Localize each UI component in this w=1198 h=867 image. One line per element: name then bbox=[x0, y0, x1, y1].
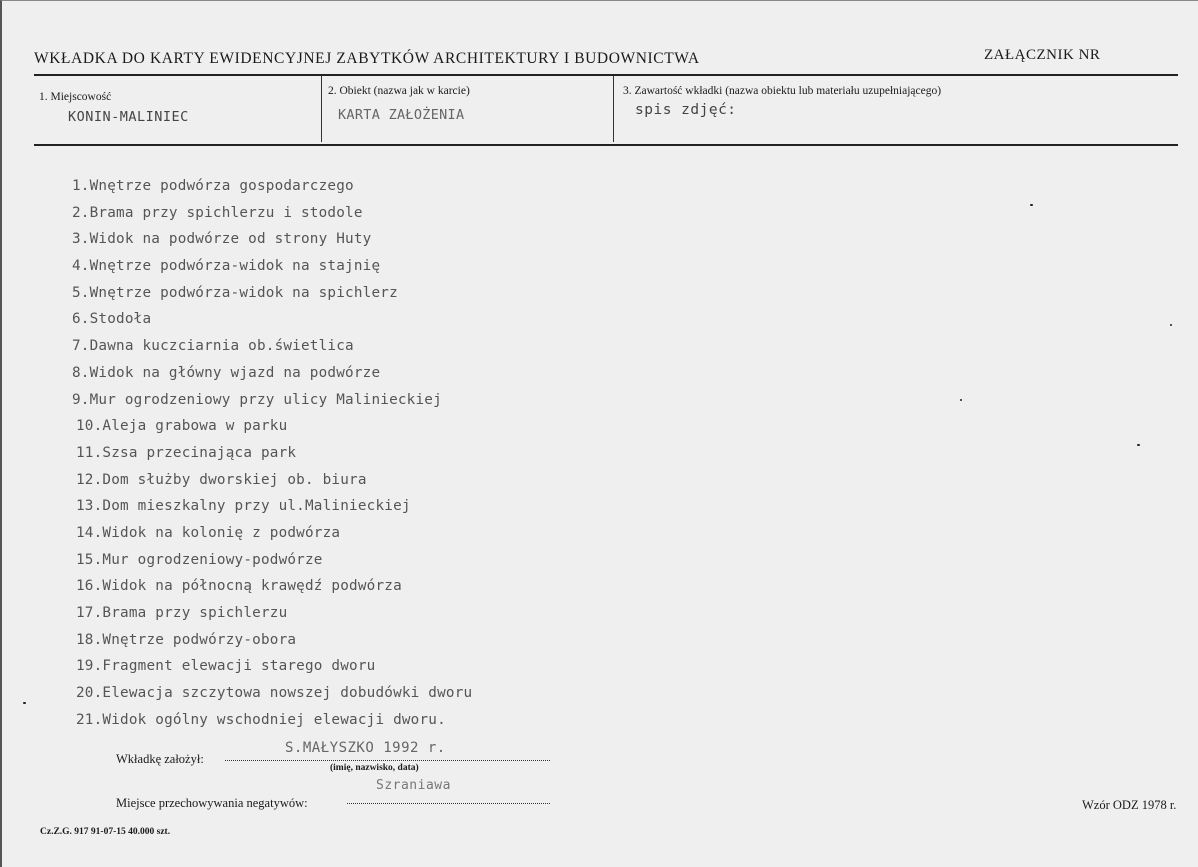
photo-list-item: 7.Dawna kuczciarnia ob.świetlica bbox=[72, 338, 354, 355]
photo-list-item: 9.Mur ogrodzeniowy przy ulicy Malinieckiej bbox=[72, 391, 442, 408]
photo-list-item: 6.Stodoła bbox=[72, 311, 152, 328]
negatives-storage-value: Szraniawa bbox=[376, 778, 451, 793]
prepared-by-caption: (imię, nazwisko, data) bbox=[330, 763, 419, 773]
paper-speck bbox=[23, 702, 26, 704]
photo-list-item: 13.Dom mieszkalny przy ul.Malinieckiej bbox=[76, 498, 411, 515]
photo-list-item: 11.Szsa przecinająca park bbox=[76, 444, 297, 461]
paper-speck bbox=[1170, 324, 1172, 326]
object-label: 2. Obiekt (nazwa jak w karcie) bbox=[328, 85, 470, 97]
prepared-by-value: S.MAŁYSZKO 1992 r. bbox=[285, 740, 446, 756]
photo-list-item: 14.Widok na kolonię z podwórza bbox=[76, 524, 341, 541]
prepared-by-dotted-line bbox=[225, 760, 550, 761]
photo-list-item: 18.Wnętrze podwórzy-obora bbox=[76, 631, 297, 648]
photo-list-item: 21.Widok ogólny wschodniej elewacji dworu. bbox=[76, 711, 446, 728]
field-separator-2 bbox=[613, 76, 614, 142]
photo-list-item: 19.Fragment elewacji starego dworu bbox=[76, 658, 376, 675]
photo-list-item: 20.Elewacja szczytowa nowszej dobudówki dworu bbox=[76, 685, 473, 702]
prepared-by-label: Wkładkę założył: bbox=[116, 752, 204, 766]
paper-speck bbox=[960, 399, 962, 401]
negatives-storage-label: Miejsce przechowywania negatywów: bbox=[116, 796, 308, 810]
photo-list-item: 16.Widok na północną krawędź podwórza bbox=[76, 578, 402, 595]
photo-list-item: 2.Brama przy spichlerzu i stodole bbox=[72, 204, 363, 221]
paper-speck bbox=[1030, 204, 1033, 206]
header-top-rule bbox=[34, 74, 1178, 76]
object-value: KARTA ZAŁOŻENIA bbox=[338, 107, 465, 123]
contents-label: 3. Zawartość wkładki (nazwa obiektu lub materiału uzupełniającego) bbox=[623, 85, 942, 97]
photo-list-item: 8.Widok na główny wjazd na podwórze bbox=[72, 364, 381, 381]
photo-list bbox=[72, 178, 472, 738]
field-separator-1 bbox=[321, 76, 322, 142]
paper-speck bbox=[1137, 444, 1140, 446]
photo-list-item: 12.Dom służby dworskiej ob. biura bbox=[76, 471, 367, 488]
locality-label: 1. Miejscowość bbox=[39, 91, 112, 103]
photo-list-item: 10.Aleja grabowa w parku bbox=[76, 418, 288, 435]
contents-value: spis zdjęć: bbox=[635, 102, 737, 118]
photo-list-item: 4.Wnętrze podwórza-widok na stajnię bbox=[72, 258, 381, 275]
photo-list-item: 1.Wnętrze podwórza gospodarczego bbox=[72, 178, 354, 194]
photo-list-item: 3.Widok na podwórze od strony Huty bbox=[72, 231, 372, 248]
photo-list-item: 17.Brama przy spichlerzu bbox=[76, 605, 288, 621]
form-title: WKŁADKA DO KARTY EWIDENCYJNEJ ZABYTKÓW ARCHITEKTURY I BUDOWNICTWA bbox=[34, 50, 700, 67]
header-bottom-rule bbox=[34, 144, 1178, 146]
form-pattern-label: Wzór ODZ 1978 r. bbox=[1082, 798, 1177, 812]
locality-value: KONIN-MALINIEC bbox=[68, 109, 189, 125]
photo-list-item: 5.Wnętrze podwórza-widok na spichlerz bbox=[72, 284, 398, 301]
annex-number-label: ZAŁĄCZNIK NR bbox=[984, 47, 1101, 63]
print-code: Cz.Z.G. 917 91-07-15 40.000 szt. bbox=[40, 827, 171, 837]
negatives-storage-dotted-line bbox=[347, 803, 550, 804]
photo-list-item: 15.Mur ogrodzeniowy-podwórze bbox=[76, 551, 323, 568]
